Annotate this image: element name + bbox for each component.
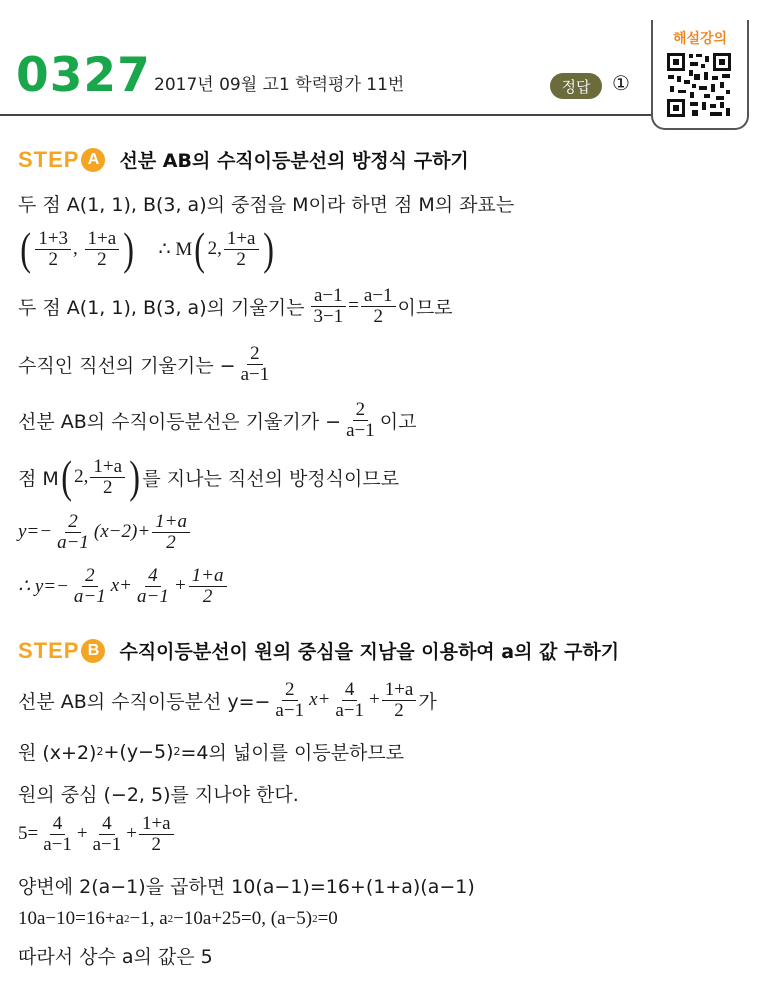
circle-eq-part: =4의 넓이를 이등분하므로	[180, 742, 405, 764]
fraction: $\frac{4}{a-1}$	[335, 679, 364, 721]
multiply-text: 양변에 2(a−1)을 곱하면 10(a−1)=16+(1+a)(a−1)	[18, 876, 475, 898]
equation-part: x+	[110, 575, 133, 597]
slope-text: 두 점 A(1, 1), B(3, a)의 기울기는	[18, 296, 305, 319]
line-equation-text: 를 지나는 직선의 방정식이므로	[142, 467, 400, 490]
header-divider	[0, 114, 660, 116]
step-a-line-7	[18, 512, 192, 553]
step-b-title: 수직이등분선이 원의 중심을 지남을 이용하여 a의 값 구하기	[119, 641, 620, 663]
step-b-line-3	[18, 780, 299, 807]
step-b-line-4	[18, 814, 176, 855]
m-x-coord: 2,	[207, 238, 222, 259]
step-a-heading	[18, 146, 469, 173]
step-a-line-1-text: 두 점 A(1, 1), B(3, a)의 중점을 M이라 하면 점 M의 좌표는	[18, 194, 515, 216]
bisector-text: 선분 AB의 수직이등분선은 기울기가 −	[18, 410, 342, 433]
center-text: 원의 중심 (−2, 5)를 지나야 한다.	[18, 784, 299, 806]
step-b-heading	[18, 637, 619, 664]
question-source: 2017년 09월 고1 학력평가 11번	[154, 75, 405, 95]
step-b-line-2	[18, 738, 404, 765]
exponent: 2	[173, 745, 181, 758]
open-paren: (	[20, 223, 32, 274]
step-b-line-7	[18, 942, 213, 969]
exponent: 2	[312, 913, 318, 925]
close-paren: )	[123, 223, 135, 274]
equation-part: 10a−10=16+a	[18, 908, 125, 929]
step-a-line-8	[18, 566, 229, 607]
fraction: $\frac{1+a}{2}$	[189, 566, 227, 607]
exponent: 2	[167, 913, 174, 925]
step-b-line-5	[18, 872, 475, 899]
fraction: $\frac{1+3}{2}$	[35, 229, 71, 270]
step-b-line-1	[18, 680, 437, 721]
fraction: $\frac{4}{a-1}$	[137, 565, 169, 607]
fraction: $\frac{2}{a-1}$	[275, 679, 305, 721]
answer-badge: 정답	[550, 73, 602, 99]
fraction: $\frac{4}{a-1}$	[43, 813, 72, 855]
qr-title: 해설강의	[672, 31, 728, 47]
equation-part: 5=	[18, 823, 39, 845]
step-a-word: STEP	[18, 146, 80, 172]
exponent: 2	[96, 745, 104, 758]
point-m-text: 점 M	[18, 467, 59, 490]
fraction: $\frac{1+a}{2}$	[85, 229, 120, 270]
plus-sign: +	[173, 575, 187, 597]
step-a-line-1	[18, 190, 514, 217]
step-b-word: STEP	[18, 637, 80, 663]
m-x-coord: 2,	[74, 466, 89, 487]
step-a-line-2: ( $\frac{1+3}{2}$ , $\frac{1+a}{2}$ ) ∴ M ( 2, $\frac{1+a}{2}$ )	[20, 223, 274, 274]
plus-sign: +	[76, 823, 88, 845]
question-number: 0327	[16, 48, 151, 103]
step-a-line-5	[18, 400, 416, 441]
qr-code-icon[interactable]	[666, 52, 732, 118]
step-a-title: 선분 AB의 수직이등분선의 방정식 구하기	[119, 150, 469, 172]
step-a-letter: A	[81, 148, 105, 172]
fraction: $\frac{2}{a-1}$	[57, 511, 89, 553]
fraction: $\frac{1+a}{2}$	[139, 814, 174, 855]
equation-part: ∴ y=−	[18, 575, 69, 597]
answer-value: ①	[612, 71, 630, 95]
conclusion-text: 따라서 상수 a의 값은 5	[18, 946, 213, 968]
equals-sign: =	[348, 295, 359, 317]
fraction: $\frac{2}{a-1}$	[73, 565, 106, 607]
slope-post-text: 이므로	[397, 296, 453, 319]
step-a-line-3	[18, 286, 453, 327]
exponent: 2	[124, 913, 130, 925]
circle-eq-part: 원 (x+2)	[18, 742, 97, 764]
equation-part: x+	[309, 689, 331, 711]
step-b-letter: B	[81, 639, 105, 663]
equation-part: (x−2)+	[93, 521, 151, 543]
fraction: $\frac{4}{a-1}$	[92, 813, 122, 855]
equation-part: −1, a	[129, 908, 168, 929]
fraction: $\frac{2}{a-1}$	[346, 399, 375, 441]
perp-slope-text: 수직인 직선의 기울기는 −	[18, 354, 236, 377]
fraction: $\frac{1+a}{2}$	[224, 229, 259, 270]
bisector-post-text: 이고	[379, 410, 417, 433]
bisector-text: 선분 AB의 수직이등분선 y=−	[18, 690, 271, 713]
therefore-m: ∴ M	[158, 238, 193, 260]
fraction: $\frac{1+a}{2}$	[382, 680, 417, 721]
plus-sign: +	[126, 823, 137, 845]
fraction: $\frac{a-1}{3-1}$	[310, 286, 346, 327]
fraction: $\frac{2}{a-1}$	[240, 343, 270, 385]
fraction: $\frac{1+a}{2}$	[152, 512, 190, 553]
step-a-line-6: 점 M ( 2, $\frac{1+a}{2}$ ) 를 지나는 직선의 방정식이므로	[18, 451, 400, 502]
step-a-line-4	[18, 344, 274, 385]
fraction: $\frac{1+a}{2}$	[90, 457, 125, 498]
equation-part: y=−	[18, 521, 53, 543]
plus-sign: +	[369, 689, 380, 711]
equation-part: =0	[317, 908, 338, 929]
circle-eq-part: +(y−5)	[103, 740, 174, 763]
particle-text: 가	[418, 690, 437, 713]
fraction: $\frac{a-1}{2}$	[361, 286, 396, 327]
step-b-line-6	[18, 908, 338, 930]
equation-part: −10a+25=0, (a−5)	[173, 908, 313, 929]
